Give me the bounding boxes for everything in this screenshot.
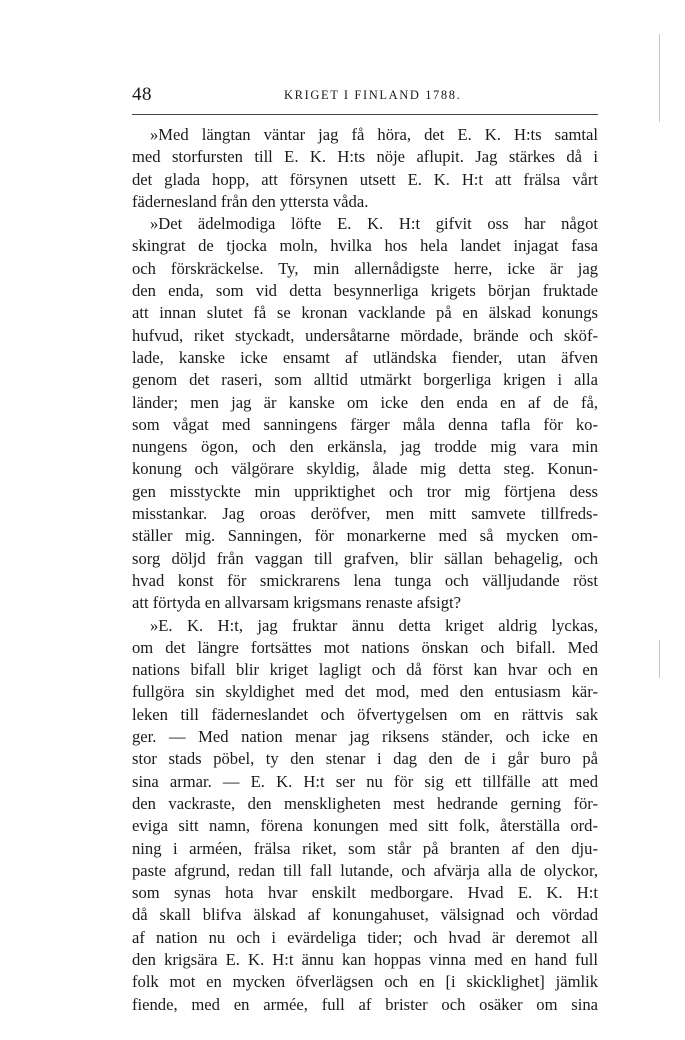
text-line: att innan slutet få se kronan vacklande på en älskad konungs xyxy=(132,303,598,323)
text-line: nations bifall blir kriget lagligt och då först kan hvar och en xyxy=(132,660,598,680)
text-line: paste afgrund, redan till fall lutande, och afvärja alla de olyckor, xyxy=(132,860,598,880)
text-line: eviga sitt namn, förena konungen med sitt folk, återställa ord- xyxy=(132,816,598,836)
text-line: nungens ögon, och den erkänsla, jag trodde mig vara min xyxy=(132,437,598,457)
text-line: konung och välgörare skyldig, ålade mig detta steg. Konun- xyxy=(132,459,598,479)
text-line: med storfursten till E. K. H:ts nöje aflupit. Jag stärkes då i xyxy=(132,147,598,167)
text-line: då skall blifva älskad af konungahuset, välsignad och vördad xyxy=(132,905,598,925)
text-line: sorg döljd från vaggan till grafven, blir sällan behagelig, och xyxy=(132,548,598,568)
scan-edge-mark xyxy=(659,640,660,678)
text-line: hufvud, riket styckadt, undersåtarne mördade, brände och sköf- xyxy=(132,325,598,345)
header-rule xyxy=(132,114,598,115)
page-header xyxy=(132,84,596,110)
page-number: 48 xyxy=(132,84,152,105)
text-line: genom det raseri, som alltid utmärkt borgerliga krigen i alla xyxy=(132,370,598,390)
text-line: ning i arméen, frälsa riket, som står på branten af den dju- xyxy=(132,838,598,858)
text-line: att förtyda en allvarsam krigsmans renaste afsigt? xyxy=(132,593,461,613)
body-text xyxy=(132,124,598,1016)
text-line: »E. K. H:t, jag fruktar ännu detta kriget aldrig lyckas, xyxy=(150,615,598,635)
text-line: och förskräckelse. Ty, min allernådigste herre, icke är jag xyxy=(132,258,598,278)
text-line: leken till fäderneslandet och öfvertygelsen om en rättvis sak xyxy=(132,704,598,724)
text-line: som vågat med sanningens färger måla denna tafla för ko- xyxy=(132,414,598,434)
text-line: fiende, med en armée, full af brister och osäker om sina xyxy=(132,994,598,1014)
text-line: af nation nu och i evärdeliga tider; och hvad är deremot all xyxy=(132,927,598,947)
text-line: skingrat de tjocka moln, hvilka hos hela landet injagat fasa xyxy=(132,236,598,256)
text-line: länder; men jag är kanske om icke den enda en af de få, xyxy=(132,392,598,412)
scan-edge-mark xyxy=(659,34,660,122)
text-line: misstankar. Jag oroas deröfver, men mitt samvete tillfreds- xyxy=(132,504,598,524)
text-line: ger. — Med nation menar jag riksens ständer, och icke en xyxy=(132,727,598,747)
text-line: om det längre fortsättes mot nations önskan och bifall. Med xyxy=(132,637,598,657)
text-line: hvad konst för smickrarens lena tunga och välljudande röst xyxy=(132,570,598,590)
text-line: lade, kanske icke ensamt af utländska fiender, utan äfven xyxy=(132,347,598,367)
text-line: »Det ädelmodiga löfte E. K. H:t gifvit oss har något xyxy=(150,214,598,234)
running-title: KRIGET I FINLAND 1788. xyxy=(284,88,462,102)
text-line: stor stads pöbel, ty den stenar i dag den de i går buro på xyxy=(132,749,598,769)
text-line: den vackraste, den menskligheten mest hedrande gerning för- xyxy=(132,793,598,813)
text-line: »Med längtan väntar jag få höra, det E. K. H:ts samtal xyxy=(150,125,598,144)
text-line: sina armar. — E. K. H:t ser nu för sig ett tillfälle att med xyxy=(132,771,598,791)
text-line: som synas hota hvar enskilt medborgare. Hvad E. K. H:t xyxy=(132,883,598,903)
text-line: gen misstyckte min uppriktighet och tror mig förtjena dess xyxy=(132,481,598,501)
text-line: fullgöra sin skyldighet med det mod, med den entusiasm kär- xyxy=(132,682,598,702)
text-line: den enda, som vid detta besynnerliga krigets början fruktade xyxy=(132,281,598,301)
text-line: ställer mig. Sanningen, för monarkerne med så mycken om- xyxy=(132,526,598,546)
text-line: det glada hopp, att försynen utsett E. K. H:t att frälsa vårt xyxy=(132,169,598,189)
text-line: den krigsära E. K. H:t ännu kan hoppas vinna med en hand full xyxy=(132,949,598,969)
text-line: fädernesland från den yttersta våda. xyxy=(132,191,369,211)
text-line: folk mot en mycken öfverlägsen och en [i skicklighet] jämlik xyxy=(132,972,598,992)
